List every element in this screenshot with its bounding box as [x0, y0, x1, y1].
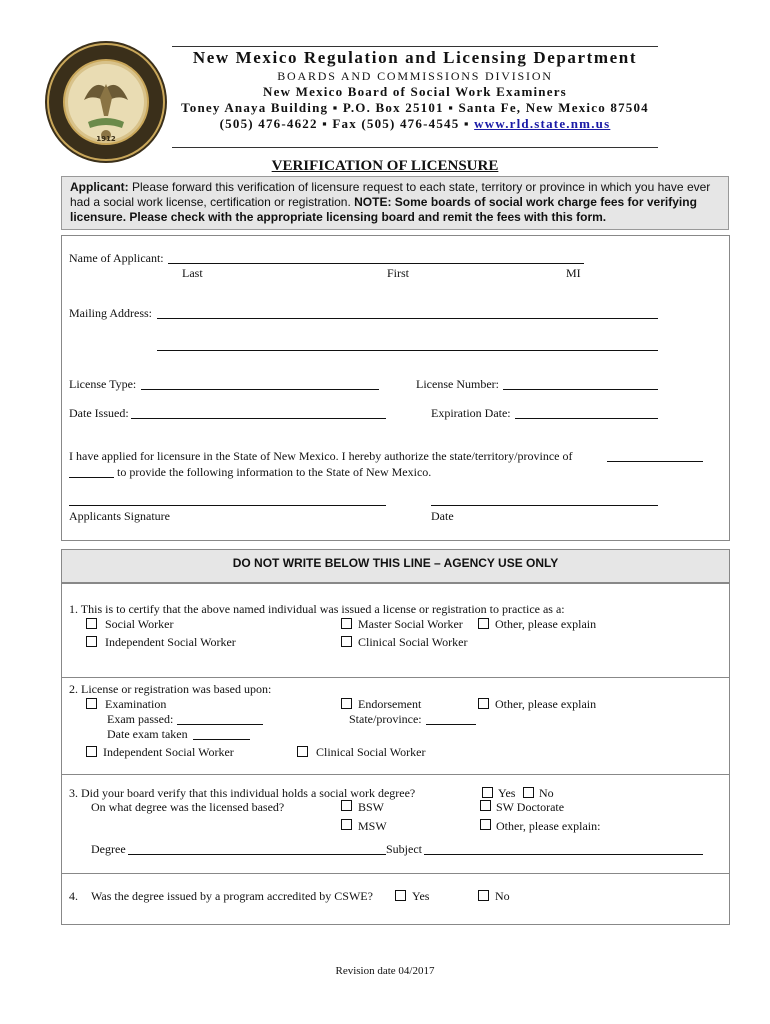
divider-q1 — [61, 677, 730, 678]
authorize-text-1: I have applied for licensure in the State of New Mexico. I hereby authorize the state/territory/province of — [69, 449, 573, 463]
q3-degree-label: Degree — [91, 842, 126, 856]
applicant-notice — [61, 176, 729, 230]
phone-fax: (505) 476-4622 ▪ Fax (505) 476-4545 ▪ — [219, 116, 470, 131]
state-seal-icon — [44, 40, 168, 164]
q2-endorsement-checkbox[interactable] — [341, 698, 352, 709]
last-label: Last — [182, 266, 203, 280]
q1-clinical-label: Clinical Social Worker — [358, 635, 468, 649]
division-name: BOARDS AND COMMISSIONS DIVISION — [277, 69, 553, 83]
q2-text: 2. License or registration was based upon: — [69, 682, 272, 696]
notice-label: Applicant: — [70, 180, 129, 194]
q4-yes-checkbox[interactable] — [395, 890, 406, 901]
mailing-label: Mailing Address: — [69, 306, 152, 320]
q1-master-label: Master Social Worker — [358, 617, 463, 631]
q4-no-label: No — [495, 889, 510, 903]
signature-label: Applicants Signature — [69, 509, 170, 523]
q4-num: 4. — [69, 889, 78, 903]
q1-other-label: Other, please explain — [495, 617, 597, 631]
q2-state-field[interactable] — [426, 724, 476, 725]
mailing-field-1[interactable] — [157, 318, 658, 319]
date-issued-label: Date Issued: — [69, 406, 129, 420]
q3-bsw-label: BSW — [358, 800, 385, 814]
divider-q2 — [61, 774, 730, 775]
q2-other-label: Other, please explain — [495, 697, 597, 711]
q3-sub: On what degree was the licensed based? — [91, 800, 285, 814]
q3-text: 3. Did your board verify that this individual holds a social work degree? — [69, 786, 416, 800]
q1-master-checkbox[interactable] — [341, 618, 352, 629]
q2-examination-checkbox[interactable] — [86, 698, 97, 709]
department-name: New Mexico Regulation and Licensing Department — [192, 48, 638, 67]
mailing-field-2[interactable] — [157, 350, 658, 351]
first-label: First — [387, 266, 410, 280]
notice-text: Please forward this verification of licensure request to each state, territory or province in which you have ever had a social work license, certification or registration. — [70, 180, 711, 209]
q3-bsw-checkbox[interactable] — [341, 800, 352, 811]
q1-clinical-checkbox[interactable] — [341, 636, 352, 647]
q2-endorsement-label: Endorsement — [358, 697, 422, 711]
q3-doctorate-checkbox[interactable] — [480, 800, 491, 811]
q2-date-taken-label: Date exam taken — [107, 727, 188, 741]
header-rule-top — [172, 46, 658, 47]
q2-other-checkbox[interactable] — [478, 698, 489, 709]
q3-subject-label: Subject — [386, 842, 422, 856]
name-label: Name of Applicant: — [69, 251, 164, 265]
license-type-label: License Type: — [69, 377, 137, 391]
q3-other-label: Other, please explain: — [496, 819, 601, 833]
license-type-field[interactable] — [141, 389, 379, 390]
date-label: Date — [431, 509, 454, 523]
expiration-label: Expiration Date: — [431, 406, 511, 420]
q2-clinical-label: Clinical Social Worker — [316, 745, 426, 759]
board-name: New Mexico Board of Social Work Examiners — [263, 84, 567, 99]
q2-independent-checkbox[interactable] — [86, 746, 97, 757]
q2-clinical-checkbox[interactable] — [297, 746, 308, 757]
signature-field[interactable] — [69, 505, 386, 506]
q1-text: 1. This is to certify that the above named individual was issued a license or registration to practice as a: — [69, 602, 565, 616]
date-issued-field[interactable] — [131, 418, 386, 419]
contact-line — [172, 116, 658, 132]
state-field[interactable] — [607, 461, 703, 462]
q2-date-taken-field[interactable] — [193, 739, 250, 740]
name-field[interactable] — [168, 263, 584, 264]
board-address: Toney Anaya Building ▪ P.O. Box 25101 ▪ Santa Fe, New Mexico 87504 — [181, 100, 649, 115]
q4-text: Was the degree issued by a program accredited by CSWE? — [91, 889, 373, 903]
q2-exam-passed-label: Exam passed: — [107, 712, 174, 726]
q3-other-checkbox[interactable] — [480, 819, 491, 830]
q4-yes-label: Yes — [412, 889, 430, 903]
q3-msw-checkbox[interactable] — [341, 819, 352, 830]
q4-no-checkbox[interactable] — [478, 890, 489, 901]
q1-other-checkbox[interactable] — [478, 618, 489, 629]
license-number-field[interactable] — [503, 389, 658, 390]
q3-subject-field[interactable] — [424, 854, 703, 855]
q1-independent-checkbox[interactable] — [86, 636, 97, 647]
svg-text:1912: 1912 — [96, 135, 116, 143]
q3-msw-label: MSW — [358, 819, 387, 833]
website-link[interactable]: www.rld.state.nm.us — [474, 116, 611, 131]
q3-no-label: No — [539, 786, 554, 800]
signature-date-field[interactable] — [431, 505, 658, 506]
q3-yes-checkbox[interactable] — [482, 787, 493, 798]
expiration-field[interactable] — [515, 418, 658, 419]
agency-use-banner: DO NOT WRITE BELOW THIS LINE – AGENCY USE ONLY — [61, 549, 730, 583]
page-title: VERIFICATION OF LICENSURE — [271, 158, 499, 174]
q2-exam-passed-field[interactable] — [177, 724, 263, 725]
q3-yes-label: Yes — [498, 786, 516, 800]
q1-social-worker-checkbox[interactable] — [86, 618, 97, 629]
authorize-text-2: to provide the following information to the State of New Mexico. — [117, 465, 432, 479]
q3-degree-field[interactable] — [128, 854, 386, 855]
q1-independent-label: Independent Social Worker — [105, 635, 236, 649]
license-number-label: License Number: — [416, 377, 499, 391]
q3-no-checkbox[interactable] — [523, 787, 534, 798]
header-rule-bottom — [172, 147, 658, 148]
q2-examination-label: Examination — [105, 697, 167, 711]
q3-doctorate-label: SW Doctorate — [496, 800, 565, 814]
revision-date: Revision date 04/2017 — [335, 965, 435, 977]
mi-label: MI — [566, 266, 581, 280]
q1-social-worker-label: Social Worker — [105, 617, 174, 631]
province-field[interactable] — [69, 477, 114, 478]
q2-independent-label: Independent Social Worker — [103, 745, 234, 759]
divider-q3 — [61, 873, 730, 874]
q2-state-label: State/province: — [349, 712, 422, 726]
notice-note: NOTE: Some boards of social work charge fees for verifying licensure. Please check with the appropriate licensing board and remit the fees with this form. — [70, 195, 697, 224]
